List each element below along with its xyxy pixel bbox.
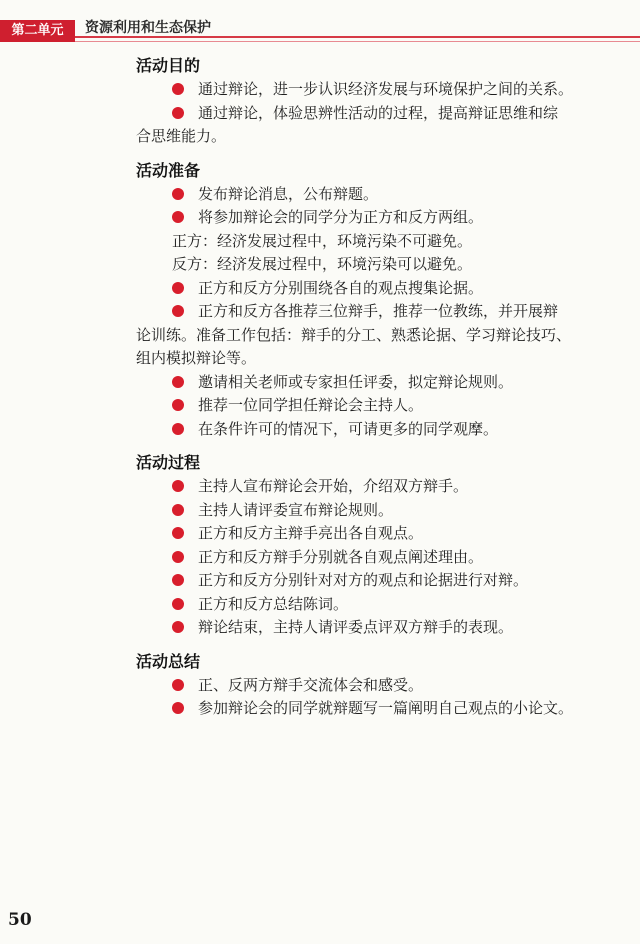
section-heading-process: 活动过程 (136, 453, 201, 472)
list-item: 正方和反方主辩手亮出各自观点。 (136, 522, 638, 546)
list-item: 辩论结束，主持人请评委点评双方辩手的表现。 (136, 616, 638, 640)
header-rule-thin (75, 41, 640, 42)
bullet-icon (172, 376, 184, 388)
bullet-icon (172, 83, 184, 95)
bullet-icon (172, 188, 184, 200)
section-heading-goal: 活动目的 (136, 56, 201, 75)
list-item-continuation: 合思维能力。 (136, 127, 227, 145)
bullet-icon (172, 107, 184, 119)
section-heading-prep: 活动准备 (136, 160, 201, 180)
list-item: 正方和反方总结陈词。 (136, 593, 638, 617)
bullet-icon (172, 574, 184, 586)
bullet-icon (172, 679, 184, 691)
list-item: 正、反两方辩手交流体会和感受。 (136, 674, 638, 698)
bullet-icon (172, 305, 184, 317)
side-statement-pro: 正方：经济发展过程中，环境污染不可避免。 (172, 231, 473, 250)
section-heading-summary: 活动总结 (136, 651, 201, 671)
side-statement-con: 反方：经济发展过程中，环境污染可以避免。 (172, 255, 473, 273)
list-item-continuation: 组内模拟辩论等。 (136, 349, 257, 367)
list-item: 正方和反方分别针对对方的观点和论据进行对辩。 (136, 569, 638, 593)
bullet-icon (172, 211, 184, 223)
bullet-icon (172, 282, 184, 294)
list-item: 将参加辩论会的同学分为正方和反方两组。 (136, 206, 638, 230)
list-item-continuation: 论训练。准备工作包括：辩手的分工、熟悉论据、学习辩论技巧、 (136, 325, 572, 344)
list-item: 在条件许可的情况下，可请更多的同学观摩。 (136, 418, 638, 442)
bullet-icon (172, 621, 184, 633)
list-item: 主持人请评委宣布辩论规则。 (136, 499, 638, 523)
list-item: 参加辩论会的同学就辩题写一篇阐明自己观点的小论文。 (136, 697, 638, 721)
bullet-icon (172, 702, 184, 714)
bullet-icon (172, 480, 184, 492)
list-item: 正方和反方各推荐三位辩手，推荐一位教练，并开展辩 (136, 300, 638, 324)
list-item: 正方和反方辩手分别就各自观点阐述理由。 (136, 546, 638, 570)
list-item: 邀请相关老师或专家担任评委，拟定辩论规则。 (136, 371, 638, 395)
page-header (0, 16, 640, 44)
bullet-icon (172, 551, 184, 563)
list-item: 通过辩论，进一步认识经济发展与环境保护之间的关系。 (136, 78, 638, 102)
page-content (136, 54, 638, 721)
unit-tag: 第二单元 (0, 20, 75, 42)
bullet-icon (172, 527, 184, 539)
list-item: 发布辩论消息，公布辩题。 (136, 183, 638, 207)
list-item: 正方和反方分别围绕各自的观点搜集论据。 (136, 277, 638, 301)
bullet-icon (172, 423, 184, 435)
bullet-icon (172, 598, 184, 610)
page-number: 50 (8, 910, 32, 930)
list-item: 通过辩论，体验思辨性活动的过程，提高辩证思维和综 (136, 102, 638, 126)
list-item: 主持人宣布辩论会开始，介绍双方辩手。 (136, 475, 638, 499)
list-item: 推荐一位同学担任辩论会主持人。 (136, 394, 638, 418)
bullet-icon (172, 399, 184, 411)
unit-title: 资源利用和生态保护 (85, 20, 211, 36)
header-rule (75, 36, 640, 38)
bullet-icon (172, 504, 184, 516)
